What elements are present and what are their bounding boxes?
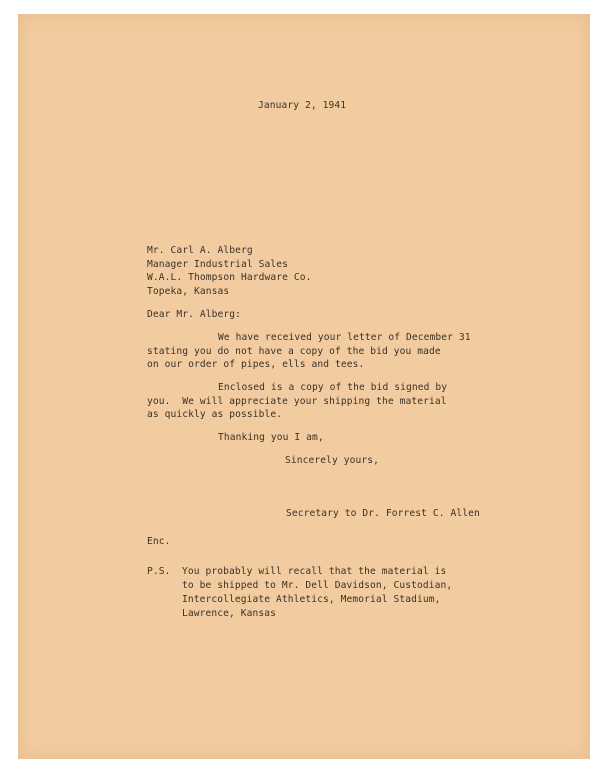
recipient-line: Topeka, Kansas [147, 286, 230, 297]
salutation: Dear Mr. Alberg: [147, 309, 242, 320]
thanks-line: Thanking you I am, [218, 432, 324, 443]
ps-label: P.S. [147, 566, 171, 577]
paragraph-line: We have received your letter of December 31 [218, 332, 471, 343]
recipient-line: W.A.L. Thompson Hardware Co. [147, 272, 312, 283]
paragraph-line: as quickly as possible. [147, 409, 283, 420]
recipient-line: Mr. Carl A. Alberg [147, 245, 253, 256]
paragraph-line: on our order of pipes, ells and tees. [147, 359, 365, 370]
recipient-line: Manager Industrial Sales [147, 259, 289, 270]
ps-line: to be shipped to Mr. Dell Davidson, Custodian, [182, 580, 453, 591]
ps-line: Intercollegiate Athletics, Memorial Stadium, [182, 594, 441, 605]
enclosure-notation: Enc. [147, 536, 171, 547]
paragraph-line: you. We will appreciate your shipping the material [147, 396, 447, 407]
paragraph-line: Enclosed is a copy of the bid signed by [218, 382, 448, 393]
letter-date: January 2, 1941 [258, 100, 347, 111]
ps-line: You probably will recall that the material is [182, 566, 447, 577]
ps-line: Lawrence, Kansas [182, 608, 277, 619]
closing-line: Sincerely yours, [285, 455, 380, 466]
paragraph-line: stating you do not have a copy of the bid you made [147, 346, 441, 357]
signature-line: Secretary to Dr. Forrest C. Allen [286, 508, 480, 519]
